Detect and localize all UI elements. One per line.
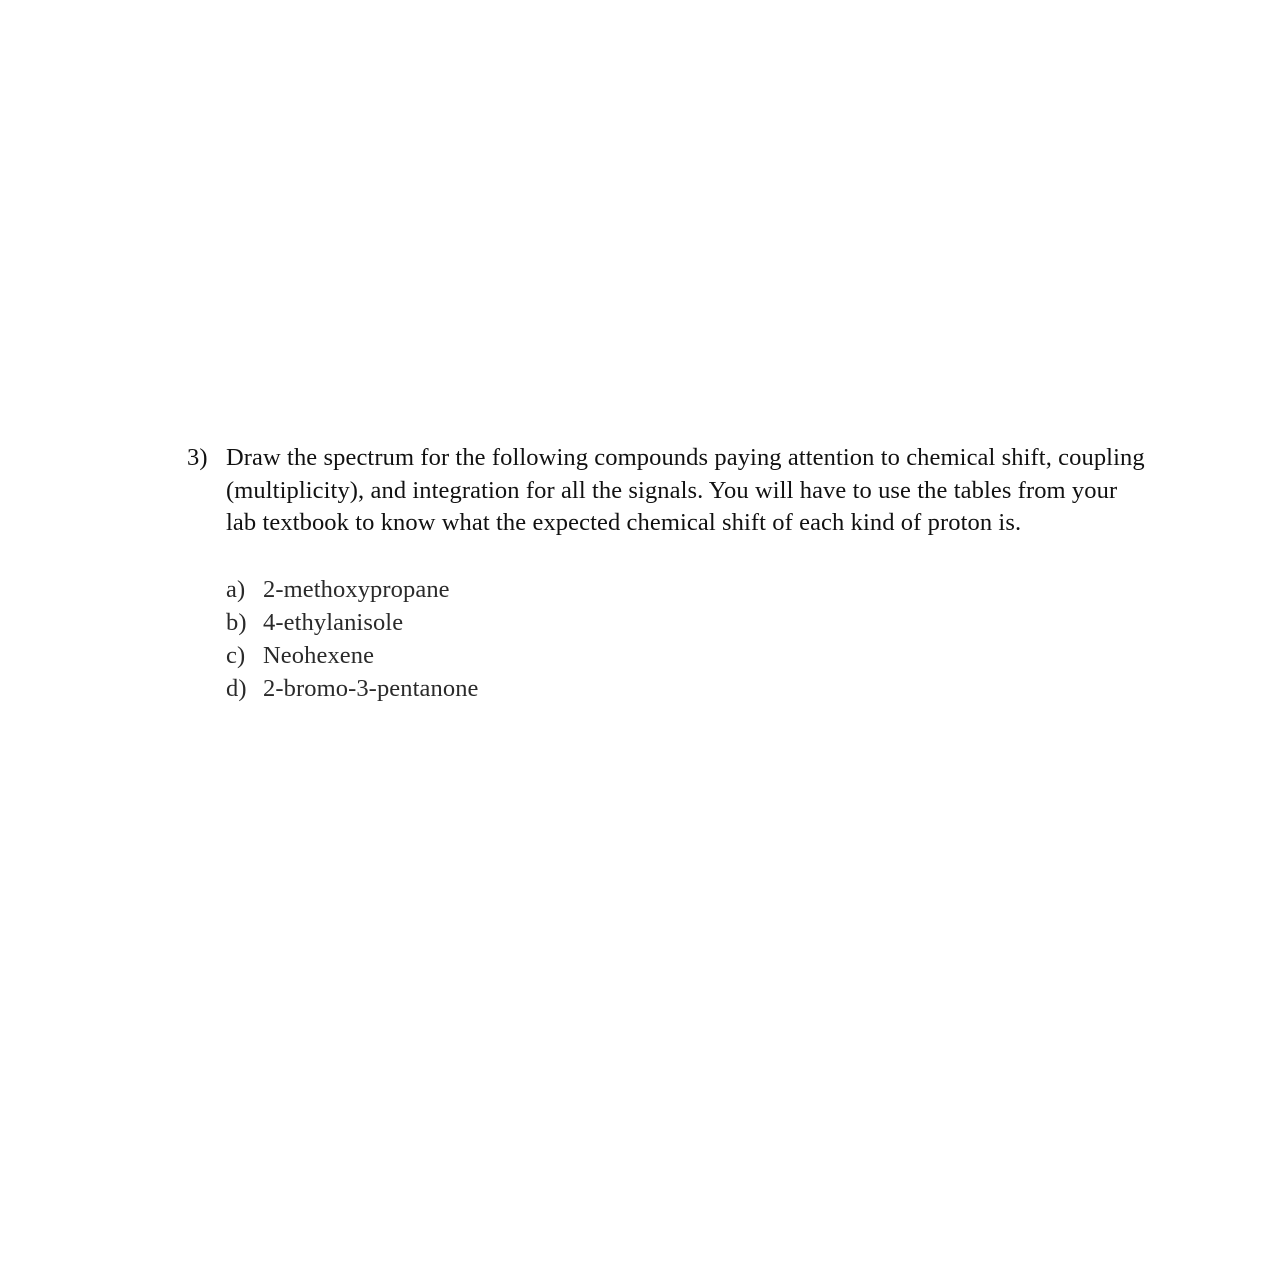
question-row [187, 442, 1147, 705]
compound-name: 4-ethylanisole [263, 608, 404, 636]
compound-list [226, 573, 1147, 705]
compound-name: 2-methoxypropane [263, 575, 450, 603]
question-text: Draw the spectrum for the following compounds paying attention to chemical shift, coupling (multiplicity), and integration for all the signals. You will have to use the tables from your lab textbook to know what the expected chemical shift of each kind of proton is. [226, 444, 1145, 536]
compound-item [226, 639, 1147, 672]
compound-item [226, 573, 1147, 606]
compound-item [226, 672, 1147, 705]
compound-letter: c) [226, 641, 246, 669]
question-block [187, 442, 1147, 705]
question-number: 3) [187, 444, 208, 471]
compound-letter: a) [226, 575, 246, 603]
compound-item [226, 606, 1147, 639]
compound-letter: b) [226, 608, 247, 636]
compound-name: Neohexene [263, 641, 375, 669]
compound-name: 2-bromo-3-pentanone [263, 674, 479, 702]
compound-letter: d) [226, 674, 247, 702]
question-body [226, 442, 1147, 705]
